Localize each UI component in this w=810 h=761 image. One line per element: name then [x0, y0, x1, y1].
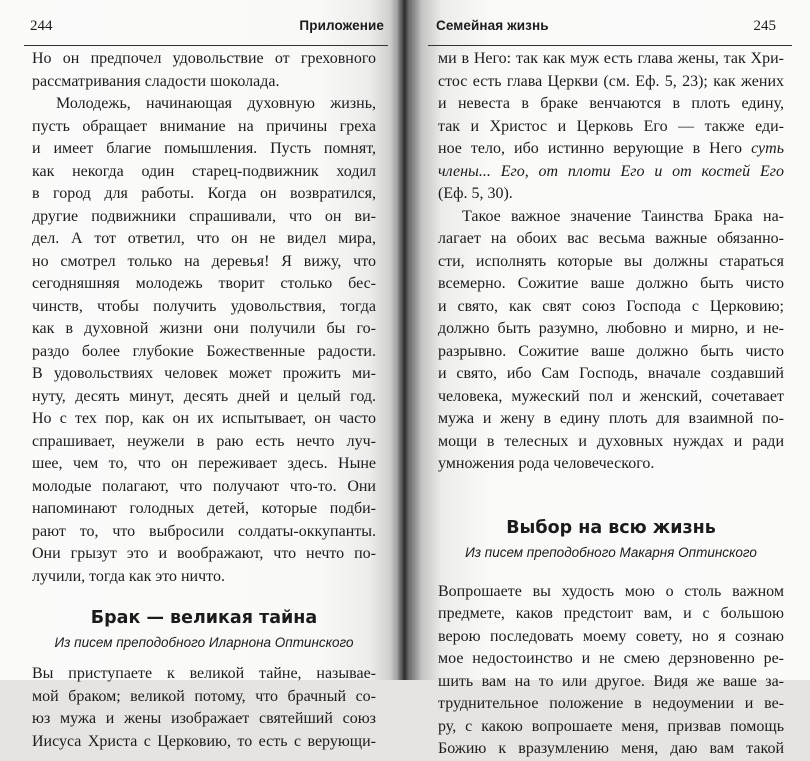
text-line: умножения рода человеческого.: [438, 455, 655, 472]
right-running-head: Семейная жизнь: [436, 18, 549, 33]
text-line: Они грызут это и воображают, что нечто по-: [32, 545, 376, 562]
text-line: Вы приступаете к великой тайне, называе-: [32, 665, 376, 682]
right-paragraph-3: [438, 581, 784, 761]
text-line: предмете, каков предстоит вам, и с большою: [438, 605, 784, 622]
text-line: должно быть разумно, любовно и мирно, и не-: [438, 320, 784, 337]
text-line: сегодняшняя молодежь творит столько бес-: [32, 275, 376, 292]
text-line: лучили, тогда как это ничто.: [32, 567, 225, 585]
left-page-number: 244: [30, 18, 53, 34]
text-line: труднительное положение в недоумении и ве-: [438, 695, 784, 712]
left-paragraph-3: [32, 663, 376, 753]
left-page: [0, 0, 398, 750]
text-line: раздо более глубокие Божественные радости.: [32, 342, 376, 360]
text-line: Иисуса Христа с Церковию, то есть с верующи-: [32, 732, 376, 750]
left-text-column: [32, 48, 376, 753]
text-line: Но он предпочел удовольствие от греховного: [32, 50, 376, 67]
text-line: [438, 138, 784, 161]
text-line: чинств, чтобы получить удовольствия, тогда: [32, 297, 376, 315]
right-paragraph-1: [438, 48, 784, 206]
text-line: мужа и жену в едину плоть для взаимной по-: [438, 410, 784, 427]
right-page-header: [422, 6, 810, 46]
right-paragraph-2: [438, 206, 784, 476]
text-line: как некогда один старец-подвижник ходил: [32, 162, 376, 180]
left-running-head: Приложение: [299, 18, 384, 33]
text-line: Молодежь, начинающая духовную жизнь,: [56, 95, 376, 112]
text-line: но смотрел только на деревья! Я вижу, что: [32, 252, 376, 270]
text-line: юз мужа и жены изображает святейший союз: [32, 710, 376, 727]
left-header-rule: [24, 45, 388, 46]
text-line: и невеста в браке венчаются в плоть едину,: [438, 95, 784, 112]
text-line: и свято, ибо Сам Господь, вначале создавший: [438, 365, 784, 382]
text-line: напоминают голодных детей, которые подби-: [32, 500, 376, 517]
text-line: В удовольствиях человек может прожить ми-: [32, 365, 376, 382]
text-line: ми в Него: так как муж есть глава жены, так Хри-: [438, 50, 784, 67]
right-section-subtitle: Из писем преподобного Макарня Оптинского: [465, 544, 757, 560]
text-line: молодые полагают, что получают что-то. Они: [32, 477, 376, 495]
text-line: Вопрошаете вы худость мою о столь важном: [438, 582, 784, 600]
text-line: человека, мужеский пол и женский, сочетавает: [438, 387, 784, 405]
text-line: всемерно. Сожитие ваше должно быть чисто: [438, 275, 784, 292]
text-line: нуту, десять минут, десять дней и целый год.: [32, 387, 376, 405]
text-line: стос есть глава Церкви (см. Еф. 5, 23); как жених: [438, 72, 784, 90]
left-paragraph-2: [32, 93, 376, 588]
left-page-header: [0, 6, 388, 46]
text-line: разрывно. Сожитие ваше должно быть чисто: [438, 342, 784, 360]
text-line: [438, 161, 784, 184]
text-line: мощи в телесных и духовных нуждах и ради: [438, 432, 784, 450]
text-line: как в духовной жизни они получили бы го-: [32, 320, 376, 337]
text-line: шее, чем то, что он переживает здесь. Ныне: [32, 455, 376, 472]
text-line: рают то, что выбросили солдаты-оккупанты.: [32, 522, 376, 540]
text-line: так и Христос и Церковь Его — также еди-: [438, 117, 784, 135]
left-paragraph-1: [32, 48, 376, 93]
right-page-number: 245: [753, 18, 776, 34]
text-line: мой браком; великой потому, что брачный со-: [32, 687, 376, 705]
text-line: пусть обращает внимание на причины греха: [32, 117, 376, 135]
right-header-rule: [428, 45, 792, 46]
text-line: Божию к вразумлению меня, даю вам такой: [438, 740, 784, 757]
text-line: спрашивает, неужели в раю есть нечто луч-: [32, 432, 376, 450]
italic-quote: суть: [751, 140, 784, 157]
text-line: сти, исполнять которые вы должны стараться: [438, 252, 784, 270]
text-line: (Еф. 5, 30).: [438, 185, 513, 202]
text-line: дел. А тот ответил, что он не видел мира,: [32, 230, 376, 247]
text-line: шить вам на то или другое. Видя же ваше за-: [438, 672, 784, 690]
text-line: и свято, как свят союз Господа с Церковию;: [438, 297, 784, 315]
left-section-subtitle: Из писем преподобного Иларнона Оптинского: [54, 635, 354, 650]
text-line: мое недостоинство и не смею дерзновенно ре-: [438, 650, 784, 667]
text-line: в город для работы. Когда он возвратился,: [32, 185, 376, 202]
text-line: верою последовать моему совету, но я сознаю: [438, 627, 784, 645]
text-line: лагает на обоих вас весьма важные обязанно-: [438, 230, 784, 247]
right-text-column: [438, 48, 784, 761]
text-line: Такое важное значение Таинства Брака на-: [462, 207, 784, 225]
text-line: и имеет благие помышления. Пусть помнят,: [32, 140, 376, 157]
text-line: другие подвижники спрашивали, что он ви-: [32, 207, 376, 225]
left-section-title: Брак — великая тайна: [90, 608, 318, 628]
text-line: Но с тех пор, как он их испытывает, он часто: [32, 410, 376, 427]
text-line-part: ное тело, ибо истинно верующие в Него: [438, 140, 752, 157]
italic-quote: члены... Его, от плоти Его и от костей Его: [438, 162, 784, 180]
text-line: рассматривания сладости шоколада.: [32, 72, 280, 90]
right-page: [410, 0, 810, 757]
right-section-title: Выбор на всю жизнь: [506, 517, 716, 538]
book-gutter: [398, 0, 410, 680]
text-line: ру, с какою вопрошаете меня, призвав помощь: [438, 717, 784, 735]
